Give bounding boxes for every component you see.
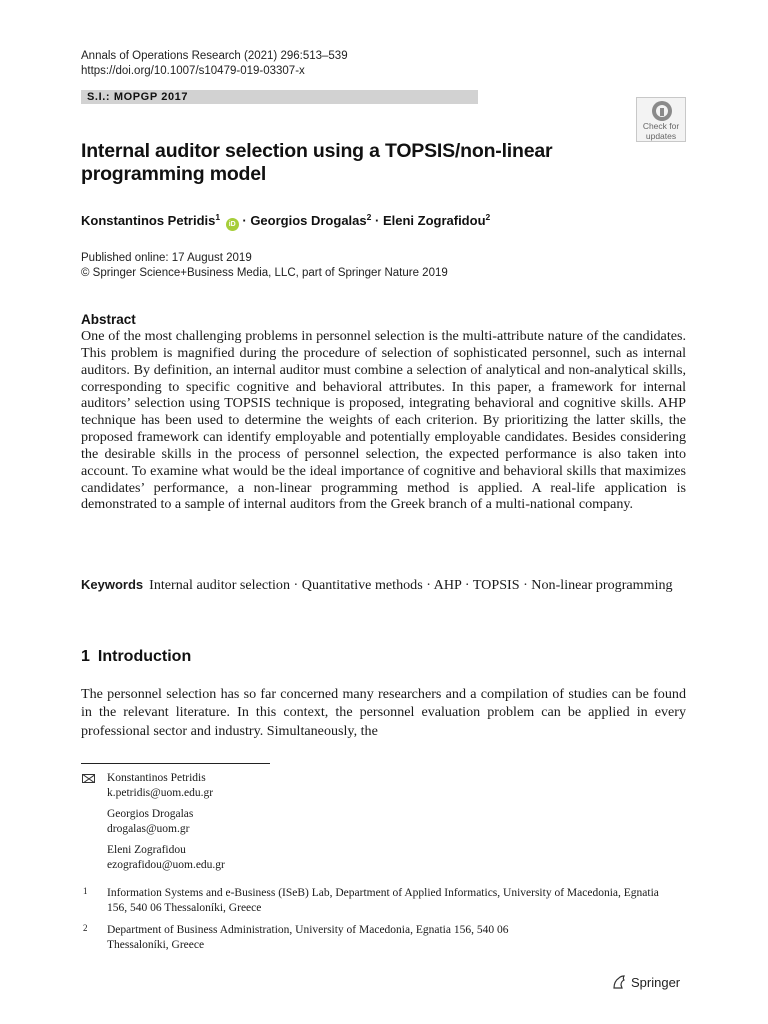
author-affiliation-mark: 1 — [215, 212, 221, 222]
section-label-band — [81, 90, 478, 104]
author-name[interactable]: Georgios Drogalas — [250, 213, 367, 228]
check-updates-icon — [652, 101, 672, 121]
check-updates-line2: updates — [645, 130, 677, 141]
author-affiliation-mark: 2 — [366, 212, 372, 222]
copyright-notice: © Springer Science+Business Media, LLC, part of Springer Nature 2019 — [81, 266, 448, 279]
publisher-logo — [611, 974, 680, 990]
abstract-heading: Abstract — [81, 312, 136, 327]
doi-link[interactable]: https://doi.org/10.1007/s10479-019-03307-x — [81, 64, 305, 77]
author-separator: · — [242, 213, 247, 228]
keywords-label: Keywords — [81, 577, 144, 592]
section-label: S.I.: MOPGP 2017 — [87, 91, 189, 103]
contact-email[interactable]: k.petridis@uom.edu.gr — [107, 786, 214, 799]
keywords — [81, 576, 686, 595]
contact-name: Eleni Zografidou — [107, 844, 186, 856]
contact-email[interactable]: drogalas@uom.gr — [107, 822, 190, 835]
contact-entry — [107, 843, 225, 872]
paper-title: Internal auditor selection using a TOPSIS/non-linear programming model — [81, 140, 553, 185]
publisher-name: Springer — [631, 975, 681, 990]
keywords-text: Internal auditor selection · Quantitative methods · AHP · TOPSIS · Non-linear programming — [149, 577, 673, 593]
journal-info — [81, 49, 348, 78]
envelope-icon — [82, 774, 95, 783]
section-heading-introduction — [81, 648, 191, 666]
journal-citation: Annals of Operations Research (2021) 296:513–539 — [81, 50, 348, 62]
springer-horse-icon — [611, 974, 627, 990]
publication-info — [81, 251, 448, 280]
author-list — [81, 209, 490, 231]
affiliation-number: 1 — [83, 886, 88, 896]
author-name[interactable]: Konstantinos Petridis — [81, 213, 216, 228]
section-number: 1 — [81, 648, 90, 665]
published-date: Published online: 17 August 2019 — [81, 252, 252, 264]
check-updates-line1: Check for — [642, 121, 680, 131]
affiliation-text: Department of Business Administration, University of Macedonia, Egnatia 156, 540 06 Thessaloníki, Greece — [107, 924, 509, 951]
orcid-icon[interactable]: iD — [226, 218, 239, 231]
footnote-divider — [81, 763, 270, 764]
contact-entry — [107, 807, 193, 836]
author-separator: · — [374, 213, 380, 228]
affiliation-number: 2 — [83, 923, 88, 933]
contact-name: Konstantinos Petridis — [107, 772, 206, 784]
author-name[interactable]: Eleni Zografidou — [382, 213, 486, 228]
abstract-text: One of the most challenging problems in personnel selection is the multi-attribute nature of the candidates. This problem is magnified during the procedure of selection of sophisticated personnel, such as internal auditors. By definition, an internal auditor must combine a selection of analytical and non-analytical skills, corresponding to specific cognitive and behavioral attributes. In this paper, a framework for internal auditors’ selection using TOPSIS technique is proposed, integrating behavioral and cognitive skills. AHP technique has been used to determine the weights of each criterion. By prioritizing the latter skills, the proposed framework can identify employable and potentially employable candidates. Besides considering the desirable skills in the process of personnel selection, the expected performance is also taken into account. To examine what would be the ideal importance of cognitive and behavioral skills that maximizes candidates’ performance, a non-linear programming method is applied. A real-life application is demonstrated to a sample of internal auditors from the Greek branch of a multi-national company. — [81, 328, 686, 513]
contact-entry — [107, 771, 213, 800]
section-title: Introduction — [97, 648, 192, 665]
check-for-updates-button[interactable] — [636, 97, 686, 142]
introduction-text: The personnel selection has so far concerned many researchers and a compilation of studies can be found in the relevant literature. In this context, the personnel evaluation problem can be applied in every professional sector and industry. Simultaneously, the — [81, 686, 686, 739]
affiliation-text: Information Systems and e-Business (ISeB) Lab, Department of Applied Informatics, University of Macedonia, Egnatia 156, 540 06 Thessaloníki, Greece — [107, 887, 659, 914]
author-affiliation-mark: 2 — [485, 212, 491, 222]
contact-name: Georgios Drogalas — [107, 808, 194, 820]
contact-email[interactable]: ezografidou@uom.edu.gr — [107, 858, 225, 871]
